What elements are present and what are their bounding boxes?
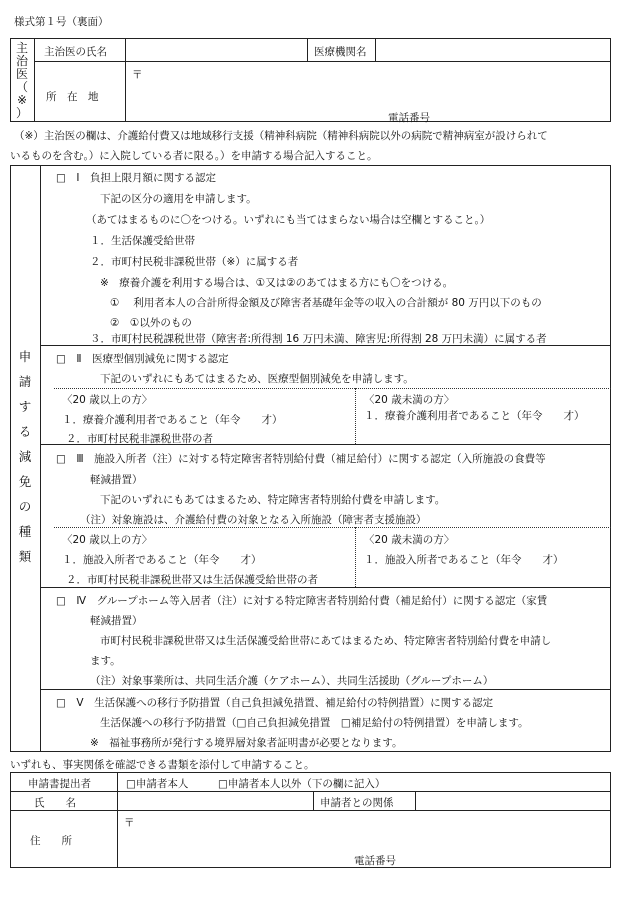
physician-phone-label: 電話番号 xyxy=(388,112,430,124)
section-2-left-item-2[interactable]: ２．市町村民税非課税世帯の者 xyxy=(66,433,213,445)
submitter-label: 申請書提出者 xyxy=(28,778,91,790)
submitter-phone-label: 電話番号 xyxy=(354,855,396,867)
physician-name-field[interactable] xyxy=(127,40,305,60)
submitter-option-other[interactable]: □申請者本人以外（下の欄に記入） xyxy=(218,778,386,790)
institution-label: 医療機関名 xyxy=(314,46,367,58)
section-3-left-item-2[interactable]: ２．市町村民税非課税世帯又は生活保護受給世帯の者 xyxy=(66,574,318,586)
physician-address-field[interactable] xyxy=(127,63,609,120)
relation-field[interactable] xyxy=(417,792,609,809)
section-1-note: ※ 療養介護を利用する場合は、①又は②のあてはまる方にも〇をつける。 xyxy=(100,277,454,289)
relation-label: 申請者との関係 xyxy=(320,797,394,809)
section-1-option-2[interactable]: ２．市町村民税非課税世帯（※）に属する者 xyxy=(90,256,299,268)
section-1-sub-option-2[interactable]: ② ①以外のもの xyxy=(110,317,192,329)
section-3-right-head: 〈20 歳未満の方〉 xyxy=(364,534,455,546)
section-1-sub-option-1[interactable]: ① 利用者本人の合計所得金額及び障害者基礎年金等の収入の合計額が 80 万円以下のもの xyxy=(110,297,542,309)
section-4-title-cont: 軽減措置） xyxy=(90,615,143,627)
section-4-desc-cont: ます。 xyxy=(90,655,121,667)
section-3-left-head: 〈20 歳以上の方〉 xyxy=(62,534,153,546)
submitter-name-label: 氏 名 xyxy=(34,797,76,809)
section-1-option-1[interactable]: １．生活保護受給世帯 xyxy=(90,235,195,247)
submitter-option-self[interactable]: □申請者本人 xyxy=(126,778,189,790)
institution-field[interactable] xyxy=(377,40,609,60)
section-1-title[interactable]: □ Ⅰ 負担上限月額に関する認定 xyxy=(56,172,217,184)
section-5-note: ※ 福祉事務所が発行する境界層対象者証明書が必要となります。 xyxy=(90,737,403,749)
section-4-desc: 市町村民税非課税世帯又は生活保護受給世帯にあてはまるため、特定障害者特別給付費を申請し xyxy=(100,635,552,647)
section-1-instruction: （あてはまるものに〇をつける。いずれにも当てはまらない場合は空欄とすること。） xyxy=(86,214,491,226)
section-2-right-head: 〈20 歳未満の方〉 xyxy=(364,394,455,406)
physician-name-label: 主治医の氏名 xyxy=(44,46,107,58)
physician-address-label: 所 在 地 xyxy=(46,91,99,103)
section-4-title[interactable]: □ Ⅳ グループホーム等入居者（注）に対する特定障害者特別給付費（補足給付）に関する認定（家賃 xyxy=(56,595,548,607)
physician-vertical-label: 主 治 医 （ ※ ） xyxy=(15,41,28,120)
physician-postal-mark: 〒 xyxy=(132,69,143,81)
section-3-right-item-1[interactable]: １．施設入所者であること（年令 才） xyxy=(364,554,564,566)
section-2-desc: 下記のいずれにもあてはまるため、医療型個別減免を申請します。 xyxy=(100,373,414,385)
section-3-left-item-1[interactable]: １．施設入所者であること（年令 才） xyxy=(62,554,262,566)
section-5-desc[interactable]: 生活保護への移行予防措置（□自己負担減免措置 □補足給付の特例措置）を申請します。 xyxy=(100,717,529,729)
form-header: 様式第１号（裏面） xyxy=(14,16,109,28)
section-2-left-item-1[interactable]: １．療養介護利用者であること（年令 才） xyxy=(62,414,283,426)
submitter-postal-mark: 〒 xyxy=(124,817,135,829)
physician-note-line1: （※）主治医の欄は、介護給付費又は地域移行支援（精神科病院（精神科病院以外の病院で精神病室が設けられて xyxy=(14,130,548,142)
reduction-vertical-label: 申 請 す る 減 免 の 種 類 xyxy=(18,349,32,564)
section-2-left-head: 〈20 歳以上の方〉 xyxy=(62,394,153,406)
physician-note-line2: いるものを含む。）に入院している者に限る。）を申請する場合記入すること。 xyxy=(10,150,378,162)
section-3-title[interactable]: □ Ⅲ 施設入所者（注）に対する特定障害者特別給付費（補足給付）に関する認定（入所施設の食費等 xyxy=(56,453,546,465)
section-2-title[interactable]: □ Ⅱ 医療型個別減免に関する認定 xyxy=(56,353,229,365)
section-2-right-item-1[interactable]: １．療養介護利用者であること（年令 才） xyxy=(364,410,585,422)
section-4-note: （注）対象事業所は、共同生活介護（ケアホーム）、共同生活援助（グループホーム） xyxy=(90,675,494,687)
section-3-title-cont: 軽減措置） xyxy=(90,474,143,486)
section-5-title[interactable]: □ Ⅴ 生活保護への移行予防措置（自己負担減免措置、補足給付の特例措置）に関する認定 xyxy=(56,697,494,709)
submitter-address-label: 住 所 xyxy=(30,835,72,847)
section-1-desc: 下記の区分の適用を申請します。 xyxy=(100,193,257,205)
section-3-note: （注）対象施設は、介護給付費の対象となる入所施設（障害者支援施設） xyxy=(80,514,427,526)
attachment-instruction: いずれも、事実関係を確認できる書類を添付して申請すること。 xyxy=(10,759,315,771)
submitter-name-field[interactable] xyxy=(119,792,311,809)
section-1-option-3[interactable]: ３．市町村民税課税世帯（障害者:所得割 16 万円未満、障害児:所得割 28 万円未満）に属する者 xyxy=(90,333,547,345)
section-3-desc: 下記のいずれにもあてはまるため、特定障害者特別給付費を申請します。 xyxy=(100,494,446,506)
